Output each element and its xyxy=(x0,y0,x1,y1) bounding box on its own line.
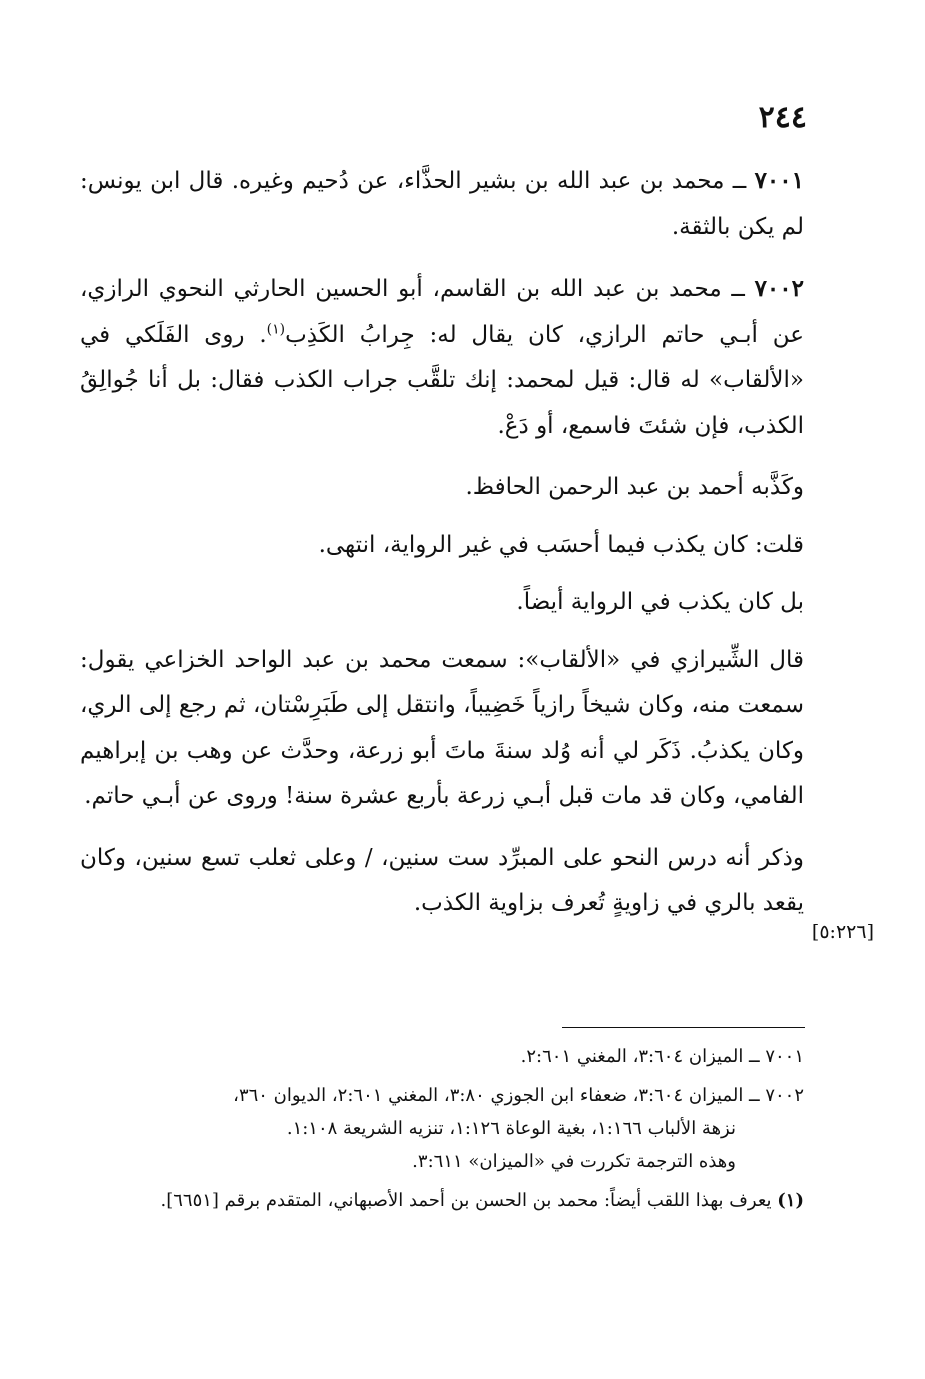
entry-number: ٧٠٠٢ xyxy=(754,275,804,302)
footnote-1 xyxy=(80,1184,804,1217)
main-text xyxy=(80,158,804,943)
footnote-7001: ٧٠٠١ ــ الميزان ٣:٦٠٤، المغني ٢:٦٠١. xyxy=(520,1046,804,1067)
entry-7001 xyxy=(80,158,804,250)
entry-text-continued: . روى الفَلَكي في «الألقاب» له قال: قيل لمحمد: إنك تلقَّب جراب الكذب فقال: بل أنا جُوالِقُ الكذب، فإن شئتَ فاسمع، أو دَعْ. xyxy=(80,321,804,439)
entry-text: ــ محمد بن عبد الله بن القاسم، أبو الحسين الحارثي النحوي الرازي، عن أبـي حاتم الرازي، كان يقال له: جِرابُ الكَذِب xyxy=(80,276,804,348)
paragraph-shirazi: قال الشِّيرازي في «الألقاب»: سمعت محمد بن عبد الواحد الخزاعي يقول: سمعت منه، وكان شيخاً رازياً خَضِيباً، وانتقل إلى طَبَرِسْتان، ثم رجع إلى الري، وكان يكذبُ. ذَكَر لي أنه وُلد سنةَ ماتَ أبو زرعة، وحدَّث عن وهب بن إبراهيم الفامي، وكان قد مات قبل أبـي زرعة بأربع عشرة سنة! وروى عن أبـي حاتم. xyxy=(80,646,804,809)
footnote-7002-line3: وهذه الترجمة تكررت في «الميزان» ٣:٦١١. xyxy=(412,1151,736,1172)
paragraph-kadhdhabahu: وكَذَّبه أحمد بن عبد الرحمن الحافظ. xyxy=(465,474,804,500)
paragraph-nahw: وذكر أنه درس النحو على المبرِّد ست سنين، / وعلى ثعلب تسع سنين، وكان يقعد بالري في زاويةٍ تُعرف بزاوية الكذب. xyxy=(80,844,804,916)
paragraph-qultu: قلت: كان يكذب فيما أحسَب في غير الرواية، انتهى. xyxy=(318,531,804,558)
footnote-divider xyxy=(562,1027,805,1028)
page-number: ٢٤٤ xyxy=(758,100,807,135)
footnotes xyxy=(80,1040,804,1223)
entry-number: ٧٠٠١ xyxy=(754,167,804,194)
volume-page-reference: [٥:٢٢٦] xyxy=(811,921,874,943)
entry-7002 xyxy=(80,266,804,449)
footnote-7002-line1: ٧٠٠٢ ــ الميزان ٣:٦٠٤، ضعفاء ابن الجوزي ٣:٨٠، المغني ٢:٦٠١، الديوان ٣٦٠، xyxy=(233,1085,804,1106)
footnote-text: يعرف بهذا اللقب أيضاً: محمد بن الحسن بن أحمد الأصبهاني، المتقدم برقم [٦٦٥١]. xyxy=(160,1190,778,1211)
footnote-marker: (١) xyxy=(266,320,286,337)
footnote-number: (١) xyxy=(777,1190,804,1211)
footnote-7002 xyxy=(80,1079,804,1178)
entry-text: ــ محمد بن عبد الله بن بشير الحذَّاء، عن دُحيم وغيره. قال ابن يونس: لم يكن بالثقة. xyxy=(80,168,804,240)
footnote-7002-line2: نزهة الألباب ١:١٦٦، بغية الوعاة ١:١٢٦، تنزيه الشريعة ١:١٠٨. xyxy=(286,1118,736,1139)
paragraph-bal-kana: بل كان يكذب في الرواية أيضاً. xyxy=(516,589,804,615)
